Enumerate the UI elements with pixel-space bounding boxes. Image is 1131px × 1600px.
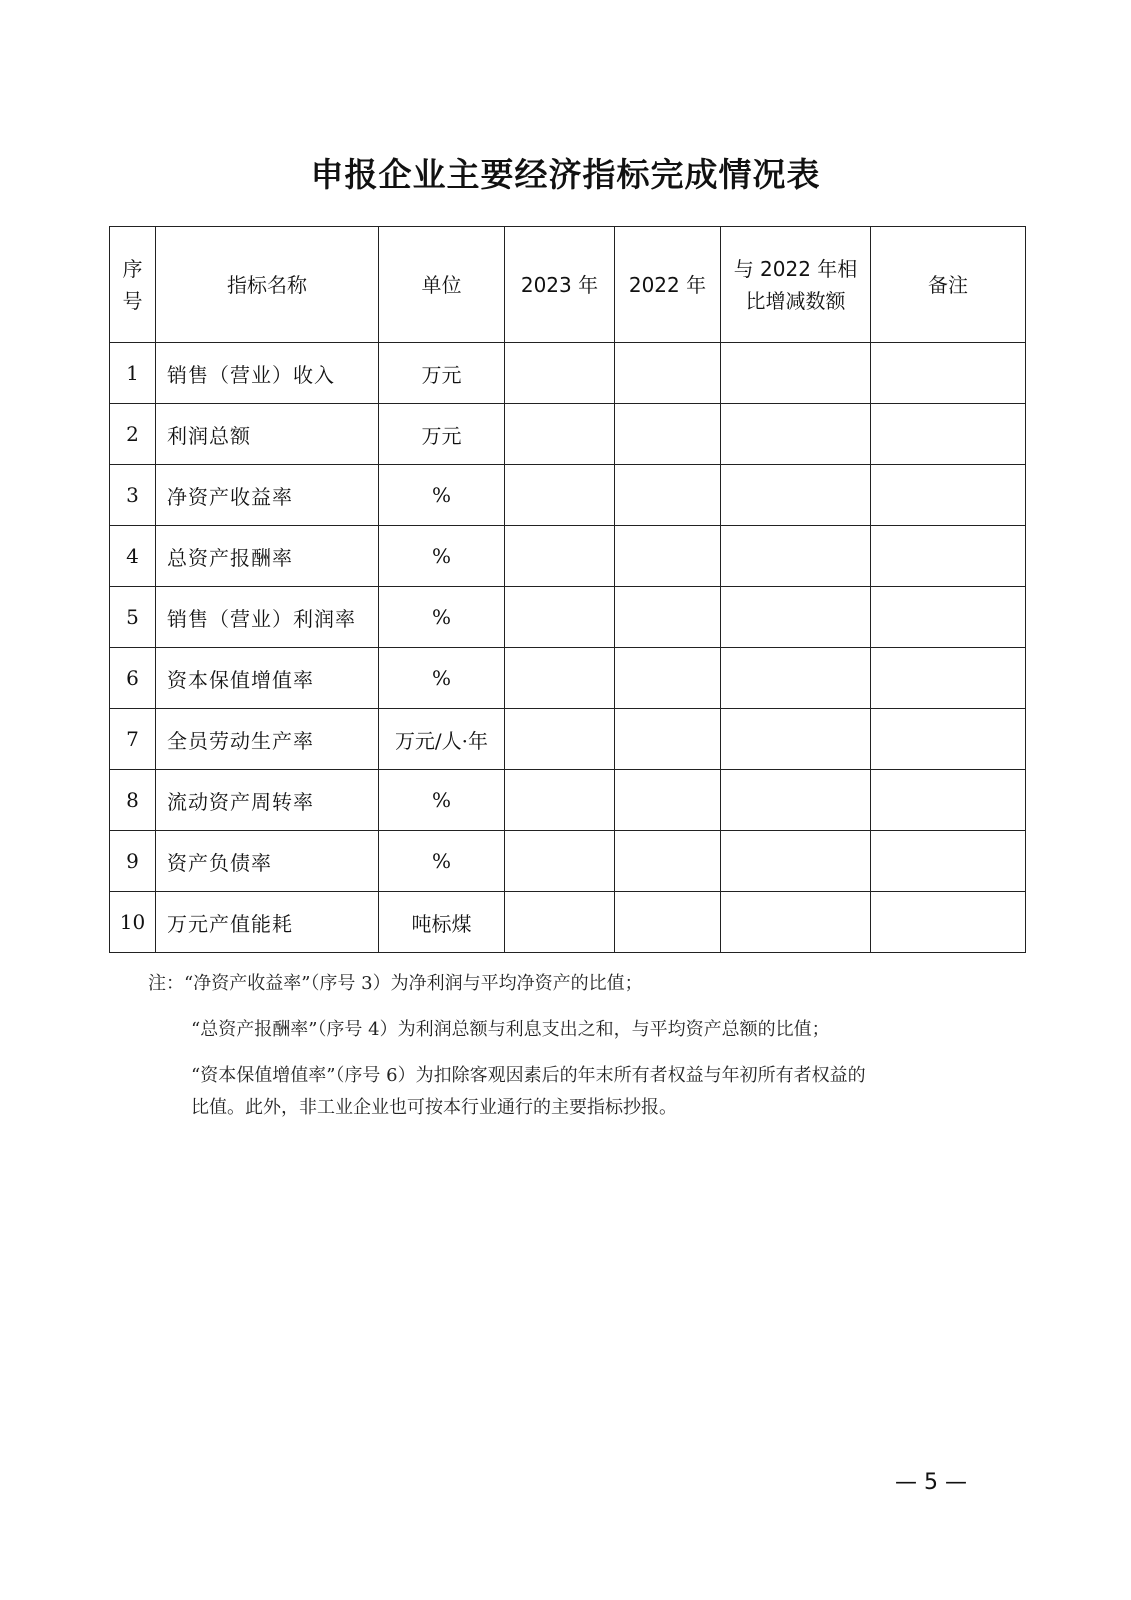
row-2022-value [615, 648, 721, 709]
row-unit: % [379, 648, 505, 709]
row-change-value [721, 831, 871, 892]
table-row [110, 404, 1026, 465]
header-name: 指标名称 [156, 227, 379, 343]
row-2022-value [615, 892, 721, 953]
row-change-value [721, 404, 871, 465]
note-line-2: “总资产报酬率”（序号 4）为利润总额与利息支出之和，与平均资产总额的比值； [191, 1019, 830, 1040]
row-unit: % [379, 465, 505, 526]
row-indicator-name: 万元产值能耗 [156, 892, 379, 953]
row-change-value [721, 343, 871, 404]
row-seq: 5 [110, 587, 156, 648]
row-2023-value [505, 709, 615, 770]
page-title: 申报企业主要经济指标完成情况表 [310, 155, 821, 194]
header-change-line1: 与 2022 年相 [733, 256, 858, 281]
row-unit: 万元 [379, 404, 505, 465]
note-line-1: 注：“净资产收益率”（序号 3）为净利润与平均净资产的比值； [148, 973, 643, 994]
row-indicator-name: 资本保值增值率 [156, 648, 379, 709]
row-remark [871, 343, 1026, 404]
row-2023-value [505, 404, 615, 465]
row-seq: 9 [110, 831, 156, 892]
row-unit: % [379, 587, 505, 648]
indicator-table [109, 226, 1026, 953]
note-line-3: “资本保值增值率”（序号 6）为扣除客观因素后的年末所有者权益与年初所有者权益的 [191, 1065, 866, 1086]
notes [148, 972, 988, 1142]
row-remark [871, 465, 1026, 526]
row-seq: 4 [110, 526, 156, 587]
row-2022-value [615, 526, 721, 587]
table-row [110, 770, 1026, 831]
row-remark [871, 892, 1026, 953]
row-2023-value [505, 892, 615, 953]
header-change-line2: 比增减数额 [745, 288, 846, 313]
row-unit: 吨标煤 [379, 892, 505, 953]
table-row [110, 892, 1026, 953]
row-indicator-name: 流动资产周转率 [156, 770, 379, 831]
note-line-4: 比值。此外，非工业企业也可按本行业通行的主要指标抄报。 [191, 1097, 677, 1118]
row-2023-value [505, 648, 615, 709]
table-row [110, 648, 1026, 709]
table-row [110, 526, 1026, 587]
table-row [110, 709, 1026, 770]
row-change-value [721, 465, 871, 526]
row-indicator-name: 利润总额 [156, 404, 379, 465]
row-seq: 7 [110, 709, 156, 770]
table-row [110, 465, 1026, 526]
header-change [721, 227, 871, 343]
row-remark [871, 709, 1026, 770]
row-unit: 万元 [379, 343, 505, 404]
row-2023-value [505, 526, 615, 587]
row-seq: 6 [110, 648, 156, 709]
row-remark [871, 404, 1026, 465]
row-indicator-name: 资产负债率 [156, 831, 379, 892]
header-remark: 备注 [871, 227, 1026, 343]
row-2023-value [505, 465, 615, 526]
row-indicator-name: 销售（营业）收入 [156, 343, 379, 404]
row-2023-value [505, 770, 615, 831]
table-row [110, 831, 1026, 892]
header-seq: 序号 [110, 227, 156, 343]
row-indicator-name: 净资产收益率 [156, 465, 379, 526]
row-2023-value [505, 831, 615, 892]
table-row [110, 587, 1026, 648]
row-change-value [721, 526, 871, 587]
row-change-value [721, 709, 871, 770]
row-remark [871, 526, 1026, 587]
row-unit: 万元/人·年 [379, 709, 505, 770]
row-2022-value [615, 587, 721, 648]
header-2023: 2023 年 [505, 227, 615, 343]
row-change-value [721, 648, 871, 709]
row-2023-value [505, 343, 615, 404]
row-2022-value [615, 465, 721, 526]
row-seq: 8 [110, 770, 156, 831]
header-2022: 2022 年 [615, 227, 721, 343]
row-2022-value [615, 343, 721, 404]
row-change-value [721, 892, 871, 953]
row-seq: 2 [110, 404, 156, 465]
row-2023-value [505, 587, 615, 648]
row-unit: % [379, 831, 505, 892]
table-row [110, 343, 1026, 404]
page-number: — 5 — [895, 1470, 967, 1495]
row-remark [871, 648, 1026, 709]
row-seq: 1 [110, 343, 156, 404]
row-change-value [721, 770, 871, 831]
row-2022-value [615, 831, 721, 892]
row-seq: 10 [110, 892, 156, 953]
row-remark [871, 587, 1026, 648]
row-change-value [721, 587, 871, 648]
row-indicator-name: 销售（营业）利润率 [156, 587, 379, 648]
row-indicator-name: 总资产报酬率 [156, 526, 379, 587]
row-indicator-name: 全员劳动生产率 [156, 709, 379, 770]
row-remark [871, 770, 1026, 831]
row-remark [871, 831, 1026, 892]
row-2022-value [615, 770, 721, 831]
row-2022-value [615, 404, 721, 465]
row-seq: 3 [110, 465, 156, 526]
table-header-row [110, 227, 1026, 343]
row-unit: % [379, 770, 505, 831]
row-unit: % [379, 526, 505, 587]
row-2022-value [615, 709, 721, 770]
header-unit: 单位 [379, 227, 505, 343]
